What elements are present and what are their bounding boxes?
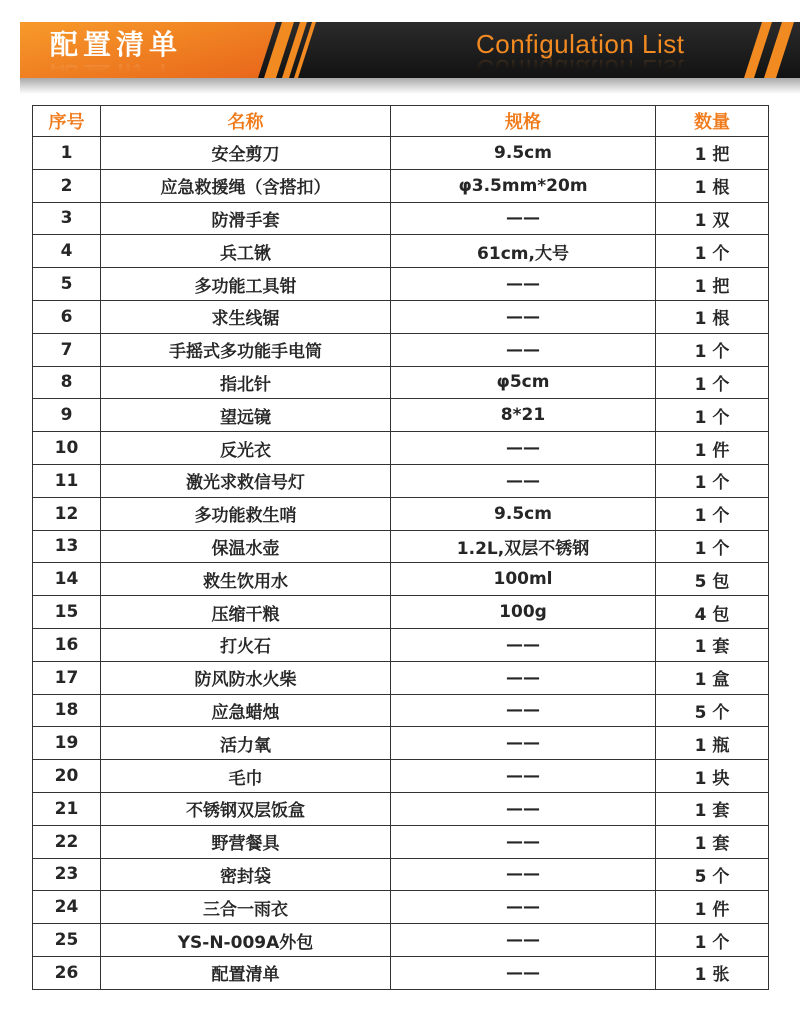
table-row: [33, 596, 769, 629]
item-spec-cell: ——: [391, 628, 656, 661]
item-quantity-cell: 1 个: [656, 924, 769, 957]
item-quantity-cell: 1 根: [656, 169, 769, 202]
item-quantity-cell: 1 把: [656, 137, 769, 170]
item-name-cell: 求生线锯: [101, 300, 391, 333]
table-row: [33, 891, 769, 924]
item-number-cell: 11: [33, 464, 101, 497]
item-spec-cell: ——: [391, 858, 656, 891]
item-number-cell: 24: [33, 891, 101, 924]
item-quantity-cell: 1 把: [656, 268, 769, 301]
banner-shadow: [20, 78, 800, 94]
item-quantity-cell: 1 套: [656, 825, 769, 858]
item-quantity-cell: 1 根: [656, 300, 769, 333]
table-row: [33, 563, 769, 596]
title-chinese: 配置清单: [50, 28, 183, 61]
item-number-cell: 18: [33, 694, 101, 727]
item-name-cell: 保温水壶: [101, 530, 391, 563]
item-spec-cell: 61cm,大号: [391, 235, 656, 268]
item-quantity-cell: 5 个: [656, 694, 769, 727]
item-spec-cell: ——: [391, 792, 656, 825]
item-name-cell: 活力氧: [101, 727, 391, 760]
item-name-cell: 指北针: [101, 366, 391, 399]
header-banner: [20, 22, 800, 78]
table-row: [33, 956, 769, 989]
item-spec-cell: 9.5cm: [391, 497, 656, 530]
item-number-cell: 25: [33, 924, 101, 957]
item-spec-cell: ——: [391, 661, 656, 694]
table-row: [33, 399, 769, 432]
item-number-cell: 23: [33, 858, 101, 891]
item-name-cell: 兵工锹: [101, 235, 391, 268]
item-spec-cell: 100g: [391, 596, 656, 629]
item-name-cell: 压缩干粮: [101, 596, 391, 629]
item-number-cell: 4: [33, 235, 101, 268]
item-spec-cell: ——: [391, 432, 656, 465]
item-quantity-cell: 1 个: [656, 333, 769, 366]
item-spec-cell: ——: [391, 956, 656, 989]
item-spec-cell: ——: [391, 464, 656, 497]
table-row: [33, 169, 769, 202]
item-number-cell: 13: [33, 530, 101, 563]
item-number-cell: 5: [33, 268, 101, 301]
item-spec-cell: ——: [391, 202, 656, 235]
item-name-cell: 安全剪刀: [101, 137, 391, 170]
item-name-cell: 应急蜡烛: [101, 694, 391, 727]
item-quantity-cell: 1 块: [656, 760, 769, 793]
item-name-cell: 配置清单: [101, 956, 391, 989]
item-spec-cell: ——: [391, 727, 656, 760]
table-row: [33, 530, 769, 563]
item-spec-cell: 100ml: [391, 563, 656, 596]
table-row: [33, 694, 769, 727]
item-spec-cell: ——: [391, 760, 656, 793]
table-row: [33, 661, 769, 694]
table-row: [33, 497, 769, 530]
item-spec-cell: ——: [391, 924, 656, 957]
item-quantity-cell: 1 个: [656, 366, 769, 399]
item-number-cell: 1: [33, 137, 101, 170]
item-quantity-cell: 1 瓶: [656, 727, 769, 760]
item-name-cell: 望远镜: [101, 399, 391, 432]
item-name-cell: 密封袋: [101, 858, 391, 891]
table-row: [33, 727, 769, 760]
item-quantity-cell: 1 双: [656, 202, 769, 235]
item-quantity-cell: 5 包: [656, 563, 769, 596]
item-name-cell: 打火石: [101, 628, 391, 661]
table-body: [33, 137, 769, 990]
item-number-cell: 19: [33, 727, 101, 760]
item-spec-cell: 1.2L,双层不锈钢: [391, 530, 656, 563]
item-number-cell: 16: [33, 628, 101, 661]
item-quantity-cell: 4 包: [656, 596, 769, 629]
item-quantity-cell: 1 个: [656, 464, 769, 497]
item-quantity-cell: 1 个: [656, 399, 769, 432]
item-number-cell: 12: [33, 497, 101, 530]
title-english: Configulation List: [476, 29, 685, 59]
item-name-cell: 三合一雨衣: [101, 891, 391, 924]
item-quantity-cell: 1 件: [656, 891, 769, 924]
table-row: [33, 760, 769, 793]
item-name-cell: 野营餐具: [101, 825, 391, 858]
item-name-cell: 手摇式多功能手电筒: [101, 333, 391, 366]
item-number-cell: 26: [33, 956, 101, 989]
configuration-table: [32, 105, 769, 990]
item-number-cell: 10: [33, 432, 101, 465]
item-quantity-cell: 1 盒: [656, 661, 769, 694]
item-quantity-cell: 1 张: [656, 956, 769, 989]
item-name-cell: YS-N-009A外包: [101, 924, 391, 957]
table-row: [33, 366, 769, 399]
item-spec-cell: 9.5cm: [391, 137, 656, 170]
table-row: [33, 333, 769, 366]
item-spec-cell: 8*21: [391, 399, 656, 432]
table-row: [33, 924, 769, 957]
table-row: [33, 268, 769, 301]
item-name-cell: 多功能救生哨: [101, 497, 391, 530]
table-row: [33, 792, 769, 825]
item-quantity-cell: 1 件: [656, 432, 769, 465]
item-spec-cell: ——: [391, 891, 656, 924]
item-name-cell: 应急救援绳（含搭扣）: [101, 169, 391, 202]
item-number-cell: 7: [33, 333, 101, 366]
table-row: [33, 628, 769, 661]
item-name-cell: 救生饮用水: [101, 563, 391, 596]
item-quantity-cell: 1 套: [656, 792, 769, 825]
item-number-cell: 20: [33, 760, 101, 793]
item-number-cell: 21: [33, 792, 101, 825]
item-number-cell: 15: [33, 596, 101, 629]
column-header-quantity: 数量: [656, 106, 769, 137]
table-row: [33, 235, 769, 268]
item-number-cell: 9: [33, 399, 101, 432]
item-name-cell: 激光求救信号灯: [101, 464, 391, 497]
item-quantity-cell: 5 个: [656, 858, 769, 891]
table-row: [33, 825, 769, 858]
item-name-cell: 毛巾: [101, 760, 391, 793]
column-header-spec: 规格: [391, 106, 656, 137]
item-spec-cell: φ3.5mm*20m: [391, 169, 656, 202]
item-spec-cell: ——: [391, 825, 656, 858]
item-name-cell: 反光衣: [101, 432, 391, 465]
table-row: [33, 202, 769, 235]
item-quantity-cell: 1 个: [656, 235, 769, 268]
item-name-cell: 不锈钢双层饭盒: [101, 792, 391, 825]
item-number-cell: 6: [33, 300, 101, 333]
item-quantity-cell: 1 个: [656, 497, 769, 530]
table-row: [33, 858, 769, 891]
column-header-name: 名称: [101, 106, 391, 137]
item-spec-cell: ——: [391, 268, 656, 301]
item-number-cell: 14: [33, 563, 101, 596]
item-spec-cell: φ5cm: [391, 366, 656, 399]
item-number-cell: 22: [33, 825, 101, 858]
item-name-cell: 防滑手套: [101, 202, 391, 235]
item-quantity-cell: 1 个: [656, 530, 769, 563]
item-name-cell: 多功能工具钳: [101, 268, 391, 301]
item-spec-cell: ——: [391, 300, 656, 333]
item-number-cell: 2: [33, 169, 101, 202]
item-number-cell: 8: [33, 366, 101, 399]
item-number-cell: 3: [33, 202, 101, 235]
table-row: [33, 300, 769, 333]
item-number-cell: 17: [33, 661, 101, 694]
item-spec-cell: ——: [391, 694, 656, 727]
table-row: [33, 432, 769, 465]
item-spec-cell: ——: [391, 333, 656, 366]
column-header-number: 序号: [33, 106, 101, 137]
table-header-row: [33, 106, 769, 137]
table-row: [33, 464, 769, 497]
item-name-cell: 防风防水火柴: [101, 661, 391, 694]
table-row: [33, 137, 769, 170]
item-quantity-cell: 1 套: [656, 628, 769, 661]
